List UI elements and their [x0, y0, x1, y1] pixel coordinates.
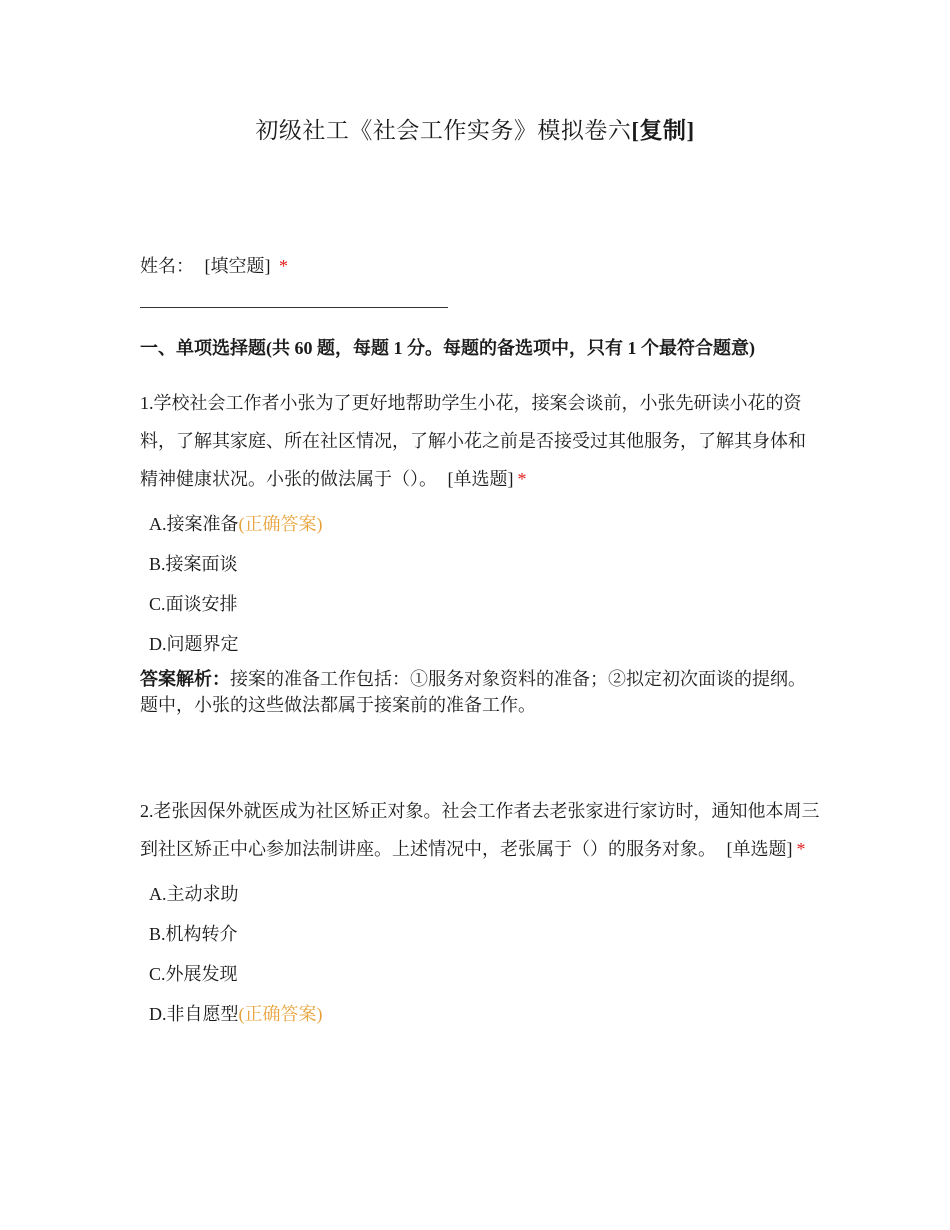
page-title	[140, 112, 810, 145]
required-mark: *	[279, 256, 288, 276]
option-b[interactable]	[140, 914, 820, 954]
option-d[interactable]	[140, 994, 820, 1034]
option-text: A.主动求助	[149, 884, 239, 904]
question-stem	[140, 792, 820, 868]
question-type: [单选题]	[447, 469, 514, 489]
section-heading: 一、单项选择题(共 60 题，每题 1 分。每题的备选项中，只有 1 个最符合题意)	[140, 338, 755, 358]
required-mark: *	[517, 469, 527, 489]
question-stem-text: 1.学校社会工作者小张为了更好地帮助学生小花，接案会谈前，小张先研读小花的资料，了解其家庭、所在社区情况，了解小花之前是否接受过其他服务，了解其身体和精神健康状况。小张的做法属于（）。	[140, 393, 806, 489]
analysis-text: 接案的准备工作包括：①服务对象资料的准备；②拟定初次面谈的提纲。题中，小张的这些做法都属于接案前的准备工作。	[140, 669, 806, 715]
option-c[interactable]	[140, 954, 820, 994]
correct-answer-tag: (正确答案)	[238, 514, 323, 534]
question-1	[140, 384, 820, 718]
question-stem	[140, 384, 820, 498]
option-text: D.问题界定	[149, 634, 239, 654]
name-field-label: 姓名：	[140, 256, 194, 276]
correct-answer-tag: (正确答案)	[238, 1004, 323, 1024]
option-b[interactable]	[140, 544, 820, 584]
option-d[interactable]	[140, 624, 820, 664]
question-type: [单选题]	[726, 839, 793, 859]
title-suffix: [复制]	[631, 118, 695, 143]
answer-analysis	[140, 666, 820, 718]
option-text: B.接案面谈	[149, 554, 238, 574]
analysis-label: 答案解析：	[140, 669, 230, 689]
option-text: A.接案准备	[149, 514, 239, 534]
option-c[interactable]	[140, 584, 820, 624]
name-answer-line[interactable]	[140, 307, 448, 308]
option-a[interactable]	[140, 874, 820, 914]
question-2	[140, 792, 820, 1034]
option-text: B.机构转介	[149, 924, 238, 944]
option-text: C.面谈安排	[149, 594, 238, 614]
required-mark: *	[796, 839, 806, 859]
option-list	[140, 504, 820, 664]
option-text: D.非自愿型	[149, 1004, 239, 1024]
option-text: C.外展发现	[149, 964, 238, 984]
title-main: 初级社工《社会工作实务》模拟卷六	[255, 118, 632, 143]
option-list	[140, 874, 820, 1034]
question-stem-text: 2.老张因保外就医成为社区矫正对象。社会工作者去老张家进行家访时，通知他本周三到社区矫正中心参加法制讲座。上述情况中，老张属于（）的服务对象。	[140, 801, 820, 859]
name-field-type: [填空题]	[204, 256, 271, 276]
name-field	[140, 252, 288, 278]
option-a[interactable]	[140, 504, 820, 544]
